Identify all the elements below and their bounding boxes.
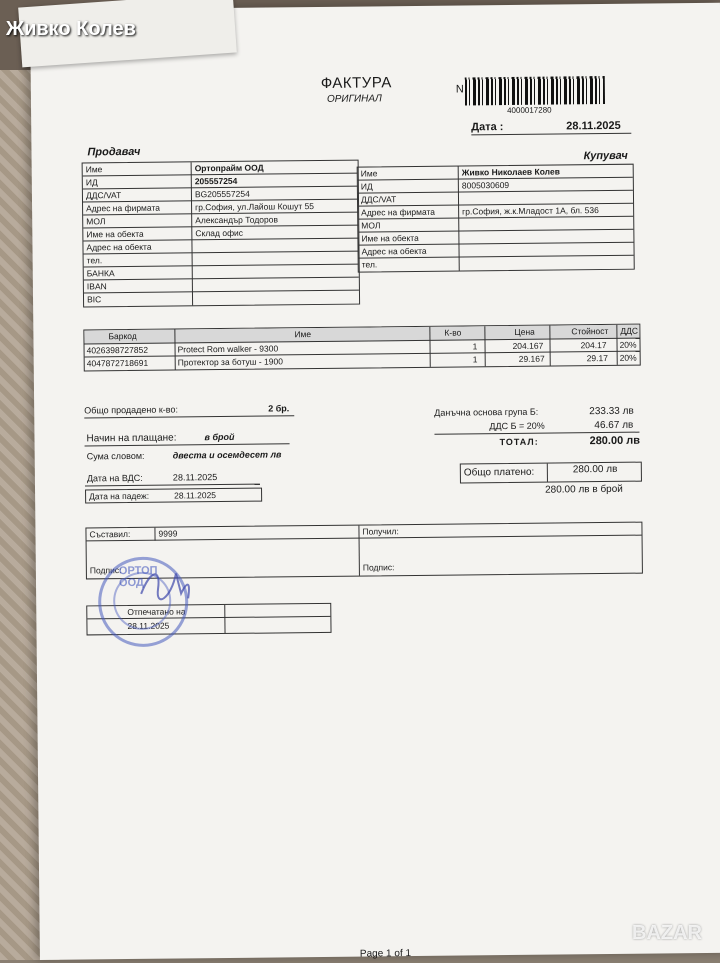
table-row: 4047872718691 Протектор за ботуш - 1900 1 29.167 29.17 20% [86, 352, 637, 369]
total-value: 280.00 лв [589, 434, 641, 448]
invoice-title: ФАКТУРА [320, 74, 392, 92]
seller-row: Име на обекта Склад офис [83, 226, 358, 242]
invoice-subtitle: ОРИГИНАЛ [326, 93, 382, 105]
seller-row: Адрес на обекта [83, 239, 358, 255]
date-value: 28.11.2025 [566, 119, 621, 133]
seller-heading: Продавач [87, 145, 141, 159]
buyer-row: Име на обекта [358, 230, 633, 246]
items-header-row: Баркод Име К-во Цена Стойност ДДС [84, 325, 639, 345]
printed-box: Отпечатано на 28.11.2025 [86, 603, 331, 636]
signature-header-row: Съставил: 9999 Получил: [86, 523, 641, 542]
invoice-barcode [465, 76, 605, 105]
buyer-heading: Купувач [583, 149, 628, 163]
buyer-row: ДДС/VAT [358, 191, 633, 207]
buyer-row: Адрес на фирмата гр.София, ж.к.Младост 1А, бл. 536 [358, 204, 633, 220]
total-qty-label: Общо продадено к-во: [84, 404, 179, 416]
overlay-username: Живко Колев [6, 18, 136, 40]
buyer-row: тел. [361, 259, 378, 270]
words-label: Сума словом: [86, 450, 145, 462]
vat-label: ДДС Б = 20% [489, 420, 545, 432]
seller-row: Адрес на фирмата гр.София, ул.Лайош Кошут 55 [83, 200, 358, 216]
seller-row: Име Ортопрайм ООД [83, 161, 358, 177]
buyer-row: Адрес на обекта [358, 243, 633, 259]
seller-table [82, 160, 361, 308]
seller-row: БАНКА [84, 265, 359, 281]
vat-date-value: 28.11.2025 [172, 472, 218, 483]
buyer-row: ИД 8005030609 [358, 178, 633, 194]
printed-row: Отпечатано на [87, 604, 330, 620]
paid-box: Общо платено: 280.00 лв [460, 462, 642, 484]
buyer-table [357, 164, 635, 273]
total-label: ТОТАЛ: [499, 436, 539, 448]
watermark-logo: BAZAR [632, 922, 702, 944]
qty-underline [84, 415, 294, 418]
seller-row: ИД 205557254 [83, 174, 358, 190]
number-label: N [455, 83, 464, 96]
signature-scribble [136, 563, 196, 604]
buyer-row: МОЛ [358, 217, 633, 233]
tax-base-value: 233.33 лв [589, 405, 634, 418]
invoice-paper [30, 3, 720, 960]
page-number: Page 1 of 1 [359, 948, 412, 960]
total-qty-value: 2 бр. [268, 403, 290, 414]
sign-label-right: Подпис: [362, 562, 395, 573]
company-stamp: ОРТОП ООД [98, 556, 189, 647]
date-label: Дата : [471, 121, 504, 134]
seller-row: тел. [84, 252, 359, 268]
payment-value: в брой [204, 431, 235, 443]
buyer-row: Име Живко Николаев Колев [358, 165, 633, 181]
seller-row: IBAN [84, 278, 359, 294]
barcode-number: 4000017280 [507, 105, 552, 116]
tax-base-label: Данъчна основа група Б: [434, 406, 539, 418]
seller-row: BIC [86, 294, 102, 305]
seller-row: ДДС/VAT BG205557254 [83, 187, 358, 203]
seller-row: МОЛ Александър Тодоров [83, 213, 358, 229]
vat-date-underline [85, 484, 260, 487]
sign-label-left: Подпис: [89, 565, 122, 576]
table-row: 4026398727852 Protect Rom walker - 9300 1 204.167 204.17 20% [85, 339, 640, 358]
vat-date-label: Дата на ВДС: [86, 472, 143, 484]
words-value: двеста и осемдесет лв [172, 449, 282, 461]
due-date-box: Дата на падеж: 28.11.2025 [85, 488, 262, 504]
payment-label: Начин на плащане: [86, 432, 177, 445]
items-table [83, 324, 640, 372]
vat-value: 46.67 лв [594, 419, 634, 432]
paid-cash: 280.00 лв в брой [544, 483, 623, 496]
